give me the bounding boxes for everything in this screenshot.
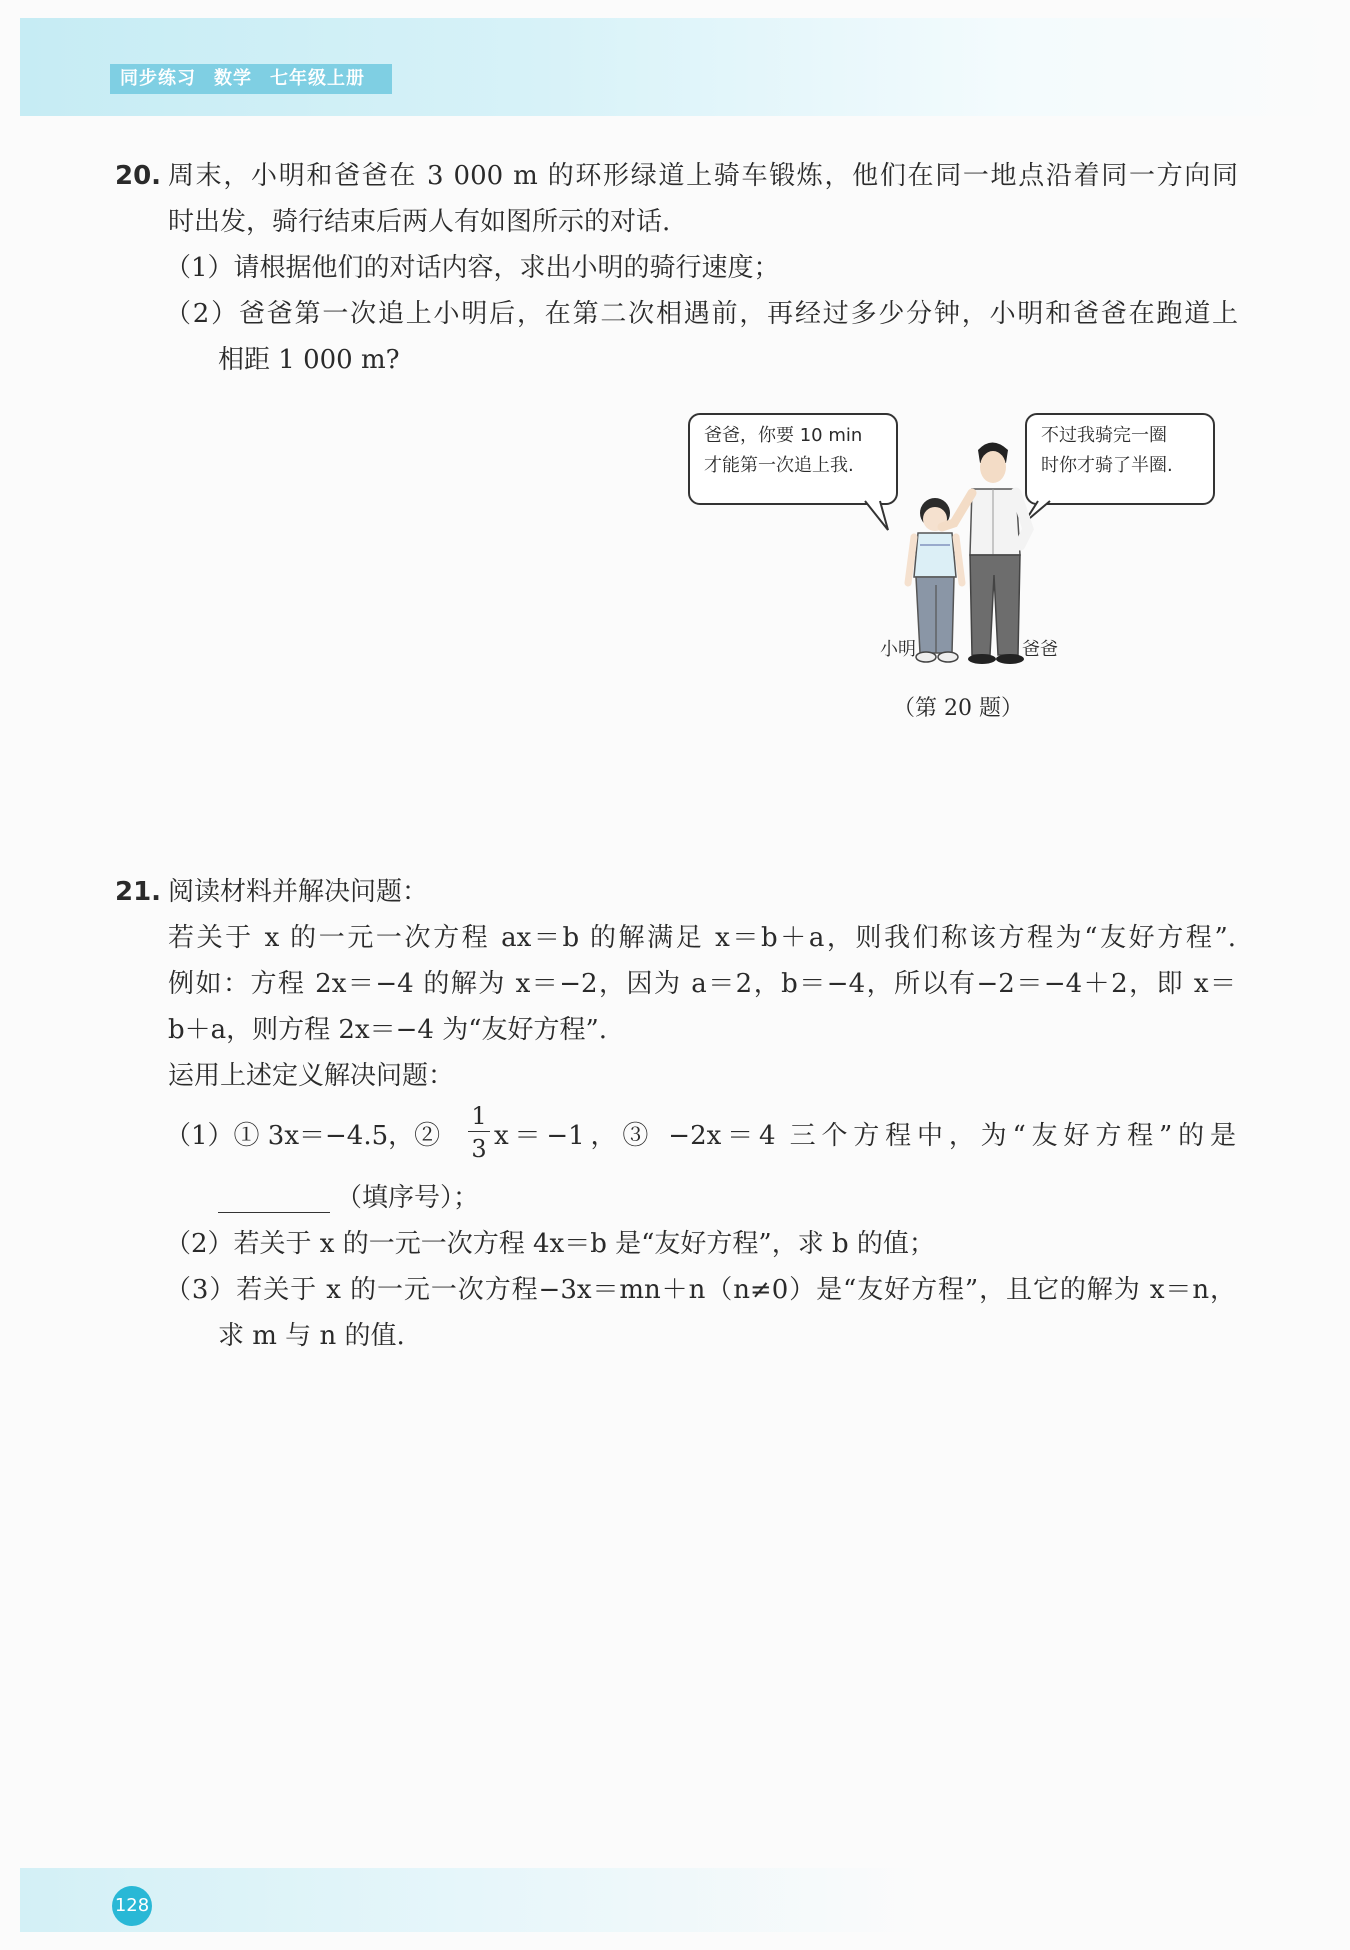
question-20-number: 20. [115, 161, 162, 191]
question-21-material-line-3: b＋a，则方程 2x＝−4 为“友好方程”. [168, 1015, 608, 1045]
question-20-line-1: 周末，小明和爸爸在 3 000 m 的环形绿道上骑车锻炼，他们在同一地点沿着同一方向同 [168, 161, 1238, 191]
bubble-dad-line-2: 时你才骑了半圈. [1041, 455, 1173, 476]
question-21-number: 21. [115, 877, 162, 907]
bubble-tail-left [865, 501, 888, 530]
father-son-illustration [680, 405, 1240, 725]
bubble-xiaoming-line-1: 爸爸，你要 10 min [704, 425, 863, 446]
page-number: 128 [112, 1886, 152, 1926]
question-20-part-2-line-2: 相距 1 000 m? [218, 345, 400, 375]
question-21-part-1-a: （1）① 3x＝−4.5，② [165, 1121, 441, 1151]
question-21-part-1-c: （填序号）； [336, 1183, 480, 1213]
bubble-dad-line-1: 不过我骑完一圈 [1041, 425, 1167, 446]
question-21-part-3-line-2: 求 m 与 n 的值. [218, 1321, 405, 1351]
question-21-material-line-4: 运用上述定义解决问题： [168, 1061, 455, 1091]
question-20-part-2-line-1: （2）爸爸第一次追上小明后，在第二次相遇前，再经过多少分钟，小明和爸爸在跑道上 [165, 299, 1238, 329]
header-label [110, 64, 392, 94]
question-21-material-line-2: 例如：方程 2x＝−4 的解为 x＝−2，因为 a＝2，b＝−4，所以有−2＝−4＋2，即 x＝ [168, 969, 1236, 999]
fraction-numerator: 1 [471, 1102, 487, 1130]
question-20-figure [680, 405, 1240, 725]
fraction-denominator: 3 [471, 1135, 487, 1163]
header-series: 同步练习 [120, 68, 196, 89]
question-21-part-2: （2）若关于 x 的一元一次方程 4x＝b 是“友好方程”，求 b 的值； [165, 1229, 935, 1259]
question-20-part-1: （1）请根据他们的对话内容，求出小明的骑行速度； [165, 253, 780, 283]
question-20-line-2: 时出发，骑行结束后两人有如图所示的对话. [168, 207, 671, 237]
header-subject: 数学 [214, 68, 252, 89]
question-21-title: 阅读材料并解决问题： [168, 877, 429, 907]
question-21-part-3-line-1: （3）若关于 x 的一元一次方程−3x＝mn＋n（n≠0）是“友好方程”，且它的解为 x＝n， [165, 1275, 1236, 1305]
label-dad: 爸爸 [1022, 639, 1058, 660]
question-21-material-line-1: 若关于 x 的一元一次方程 ax＝b 的解满足 x＝b＋a，则我们称该方程为“友好方程”. [168, 923, 1236, 953]
fraction-bar [468, 1131, 490, 1132]
question-21-part-1-b: x＝−1，③ −2x＝4 三个方程中，为“友好方程”的是 [494, 1121, 1236, 1151]
bubble-xiaoming-line-2: 才能第一次追上我. [704, 455, 854, 476]
header-grade: 七年级上册 [270, 68, 365, 89]
answer-blank[interactable] [218, 1212, 330, 1213]
label-xiaoming: 小明 [880, 639, 916, 660]
figure-caption: （第 20 题） [893, 696, 1023, 721]
footer-band [20, 1868, 920, 1932]
